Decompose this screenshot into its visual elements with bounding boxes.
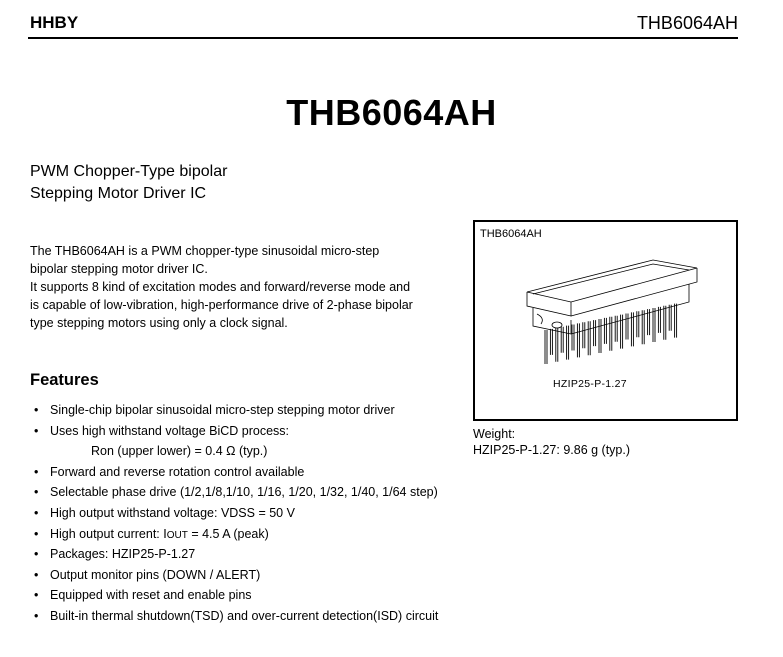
ic-pin [653,308,655,342]
description [30,242,460,332]
feature-item: • Output monitor pins (DOWN / ALERT) [30,566,480,587]
ic-pin [604,318,606,344]
feature-item: • Selectable phase drive (1/2,1/8,1/10, 1/16, 1/20, 1/32, 1/40, 1/64 step) [30,483,480,504]
ic-pin [572,325,574,351]
ic-pin [588,321,590,355]
description-line: It supports 8 kind of excitation modes and forward/reverse mode and [30,280,411,294]
page-title: THB6064AH [286,92,497,133]
description-line: type stepping motors using only a clock signal. [30,316,288,330]
header-divider [28,37,738,39]
package-figure [473,220,738,421]
description-line: is capable of low-vibration, high-performance drive of 2-phase bipolar [30,298,413,312]
ic-pin [550,329,552,355]
ic-pin [664,306,666,340]
ic-pin [583,322,585,348]
feature-item: • Equipped with reset and enable pins [30,586,480,607]
description-line: bipolar stepping motor driver IC. [30,262,208,276]
header-part-number: THB6064AH [636,13,738,33]
subtitle-line: PWM Chopper-Type bipolar [30,163,228,180]
package-figure-label: THB6064AH [480,228,542,240]
ic-pin [610,317,612,351]
ic-pin [615,316,617,342]
feature-subscript: OUT [166,529,188,541]
feature-item [30,525,480,546]
feature-item: • Single-chip bipolar sinusoidal micro-step stepping motor driver [30,401,480,422]
ic-pin [567,326,569,360]
ic-pin [545,330,547,364]
feature-item: • High output withstand voltage: VDSS = 50 V [30,504,480,525]
package-code: HZIP25-P-1.27 [553,378,627,390]
feature-subitem: Ron (upper lower) = 0.4 Ω (typ.) [91,444,268,459]
feature-text: High output current: I [50,526,167,541]
weight-label: Weight: [473,427,516,441]
ic-pin [658,307,660,333]
features-list [30,401,480,628]
description-line: The THB6064AH is a PWM chopper-type sinusoidal micro-step [30,244,380,258]
ic-pin [642,310,644,344]
feature-item: • Forward and reverse rotation control available [30,463,480,484]
ic-pin [561,327,563,353]
ic-pin [675,304,677,338]
features-heading: Features [30,371,99,389]
weight-info [473,426,630,458]
ic-pin [626,314,628,340]
feature-text: = 4.5 A (peak) [187,526,269,541]
weight-value: HZIP25-P-1.27: 9.86 g (typ.) [473,443,631,457]
ic-pin [594,320,596,346]
ic-pin [669,305,671,331]
feature-item: • Built-in thermal shutdown(TSD) and over-current detection(ISD) circuit [30,607,480,628]
header-brand: HHBY [30,13,79,32]
ic-pin [637,311,639,337]
subtitle-line: Stepping Motor Driver IC [30,185,207,202]
ic-pin [556,328,558,362]
feature-item: • Packages: HZIP25-P-1.27 [30,545,480,566]
feature-item: • Uses high withstand voltage BiCD process: [30,422,480,443]
ic-pin [577,323,579,357]
ic-pin [621,315,623,349]
subtitle [30,161,227,205]
ic-pin [599,319,601,353]
